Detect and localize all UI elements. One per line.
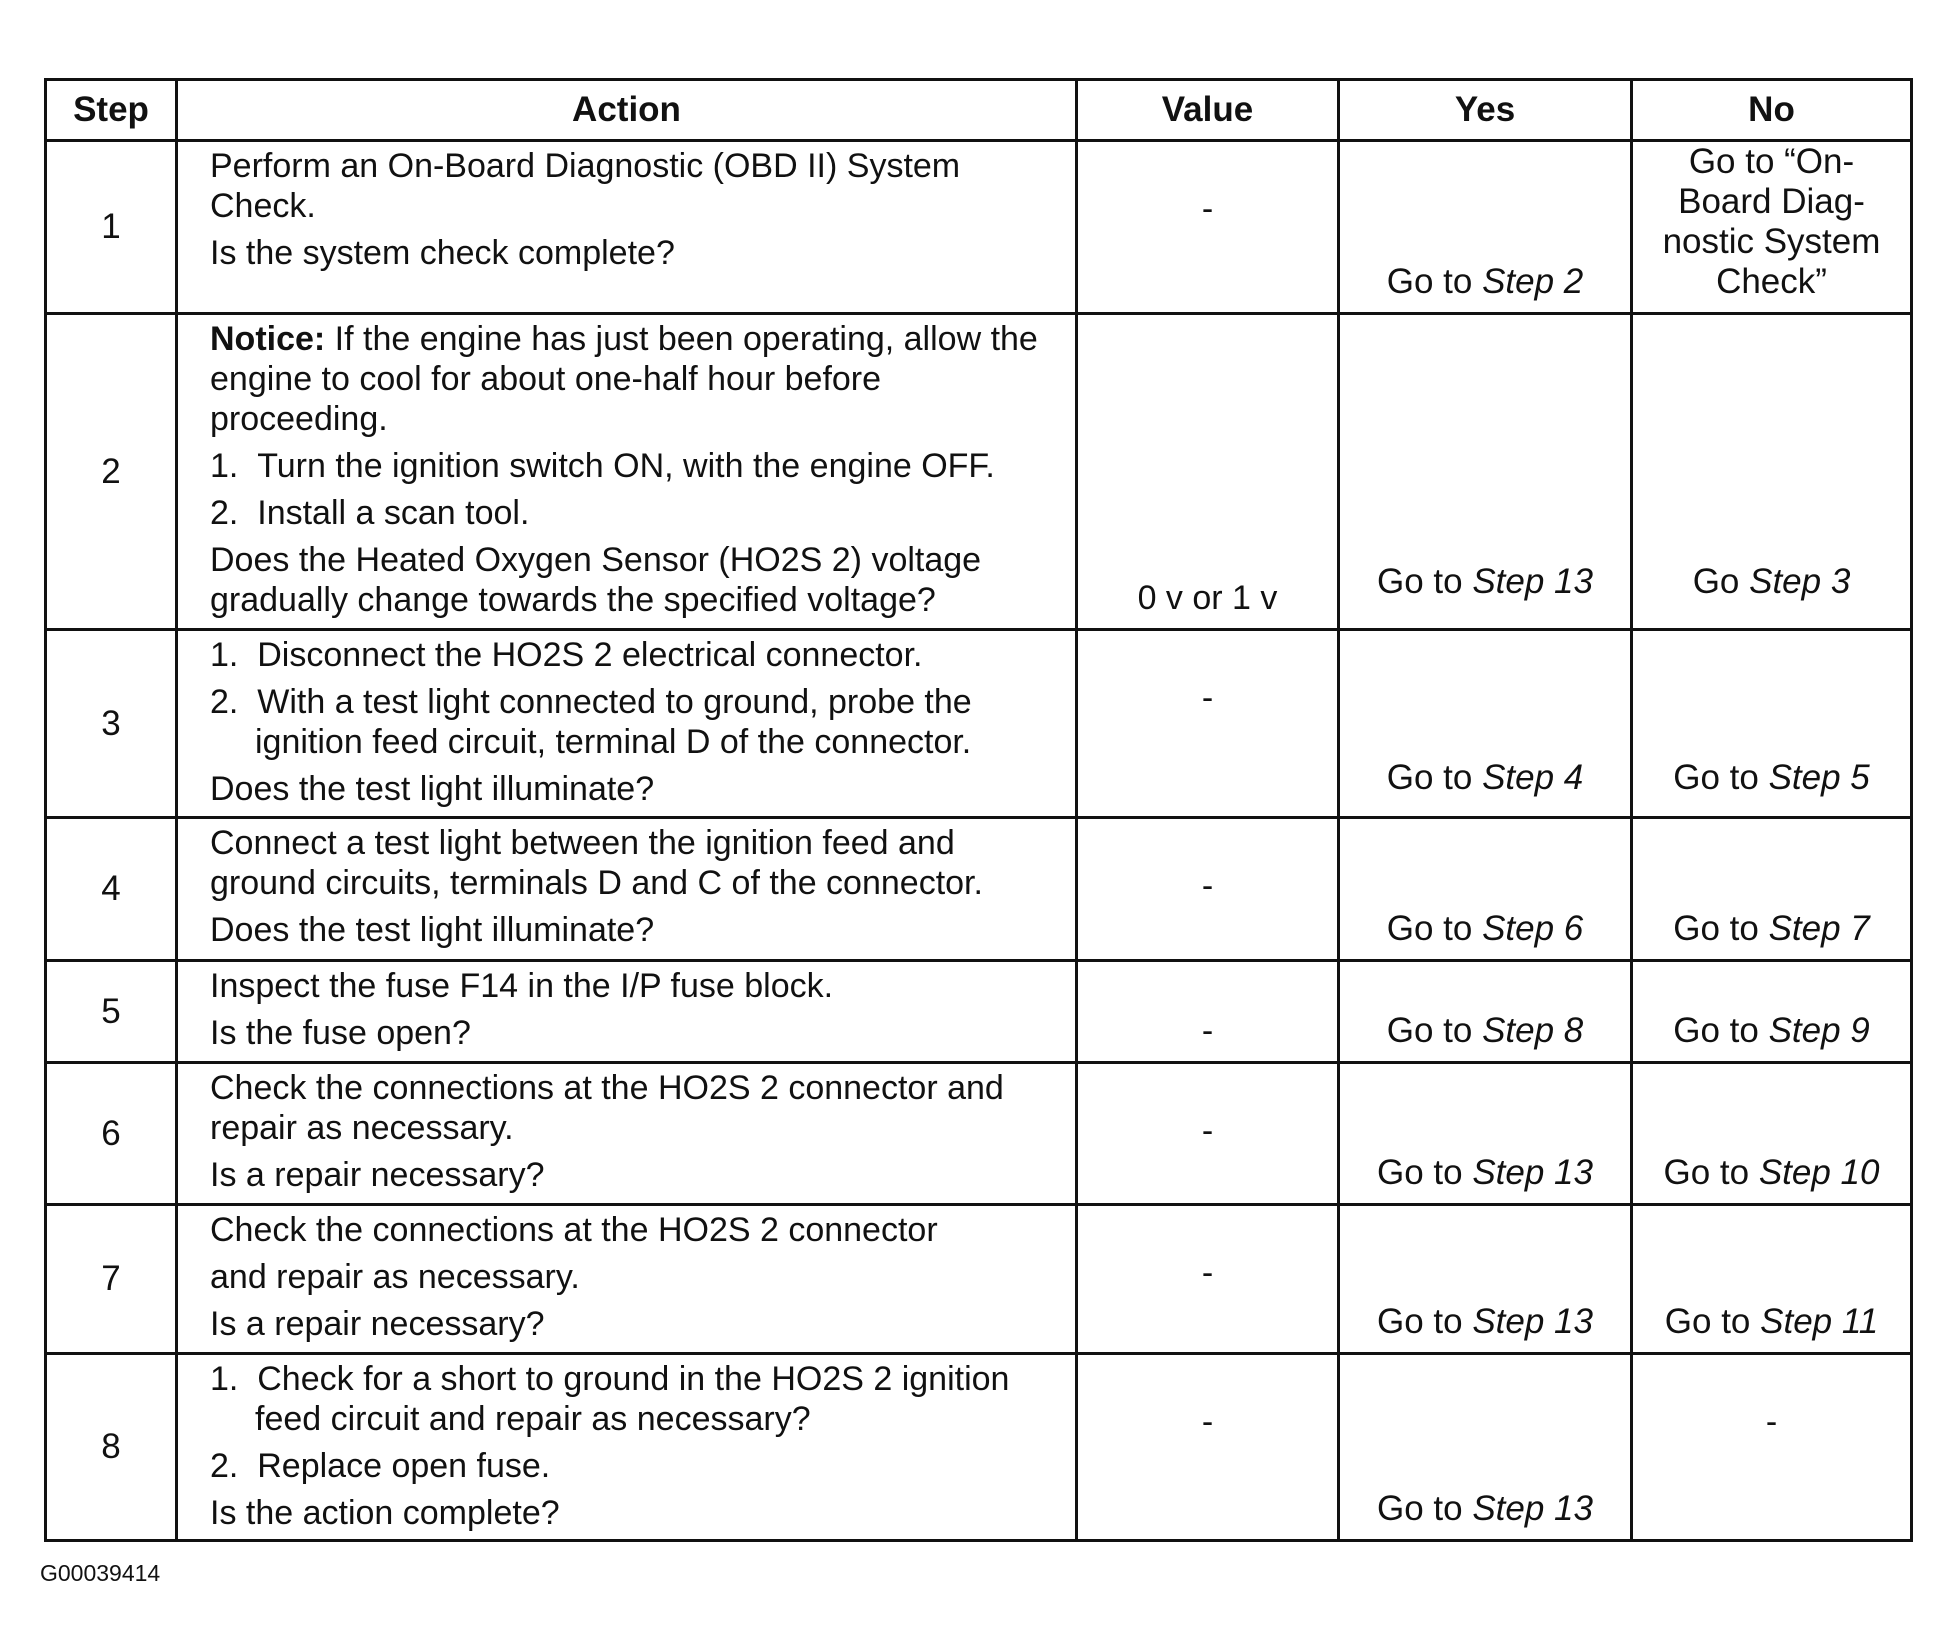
step-number: 7 [46,1205,177,1354]
action-question: Is a repair necessary? [210,1156,545,1194]
yes-step-link: Step 8 [1482,1011,1584,1050]
table-row [46,961,1912,1063]
yes-step-link: Step 13 [1472,1302,1593,1341]
value-text: 0 v or 1 v [1137,579,1278,617]
action-item: 2. With a test light connected to ground, probe the ignition feed circuit, terminal D of the connector. [210,683,972,761]
action-cell [177,1063,1077,1205]
action-cell [177,630,1077,818]
action-question: Is the action complete? [210,1494,560,1532]
yes-cell [1339,961,1632,1063]
yes-cell [1339,818,1632,961]
no-text: Go to “On-Board Diag-nostic System Check” [1662,142,1881,301]
value-text: - [1201,1254,1214,1292]
action-cell [177,1354,1077,1541]
action-question: Is the system check complete? [210,234,675,272]
value-cell [1077,314,1339,630]
yes-cell [1339,141,1632,314]
no-cell [1632,1063,1912,1205]
table-row [46,141,1912,314]
no-step-link: Step 10 [1758,1153,1880,1192]
notice-text [210,319,1061,439]
value-cell [1077,1205,1339,1354]
no-cell [1632,141,1912,314]
no-prefix: Go [1692,562,1750,601]
table-row [46,1205,1912,1354]
yes-cell [1339,314,1632,630]
yes-prefix: Go to [1377,1489,1473,1528]
table-row [46,314,1912,630]
yes-cell [1339,1354,1632,1541]
value-text: - [1201,190,1214,228]
no-prefix: Go to [1673,758,1769,797]
action-cell [177,314,1077,630]
table-row [46,630,1912,818]
figure-id: G00039414 [40,1560,161,1586]
step-number: 3 [46,630,177,818]
action-question: Is a repair necessary? [210,1305,545,1343]
header-step: Step [46,80,177,141]
table-row [46,1354,1912,1541]
value-cell [1077,818,1339,961]
no-text: - [1765,1403,1778,1441]
value-text: - [1201,867,1214,905]
action-item: 2. Replace open fuse. [210,1447,551,1485]
yes-prefix: Go to [1386,1011,1483,1050]
header-value: Value [1077,80,1339,141]
table-row [46,818,1912,961]
value-cell [1077,1354,1339,1541]
yes-step-link: Step 4 [1482,758,1584,797]
no-cell [1632,1205,1912,1354]
table-row [46,1063,1912,1205]
no-prefix: Go to [1663,1153,1759,1192]
action-cell [177,1205,1077,1354]
action-question: Does the test light illuminate? [210,911,655,949]
no-step-link: Step 3 [1749,562,1851,601]
no-cell [1632,630,1912,818]
no-step-link: Step 5 [1768,758,1870,797]
value-cell [1077,961,1339,1063]
no-prefix: Go to [1673,1011,1769,1050]
action-text: Perform an On-Board Diagnostic (OBD II) System Check. [210,147,961,225]
yes-prefix: Go to [1377,1302,1473,1341]
no-step-link: Step 7 [1768,909,1870,948]
yes-cell [1339,1205,1632,1354]
no-step-link: Step 11 [1760,1302,1879,1341]
no-cell [1632,961,1912,1063]
action-text: and repair as necessary. [210,1258,580,1296]
action-item: 1. Disconnect the HO2S 2 electrical connector. [210,636,923,674]
yes-step-link: Step 13 [1472,562,1593,601]
value-text: - [1201,679,1214,717]
yes-prefix: Go to [1386,758,1483,797]
action-item: 2. Install a scan tool. [210,494,530,532]
yes-step-link: Step 6 [1482,909,1584,948]
value-cell [1077,141,1339,314]
header-yes: Yes [1339,80,1632,141]
action-text: Inspect the fuse F14 in the I/P fuse block. [210,967,834,1005]
yes-step-link: Step 13 [1472,1153,1593,1192]
yes-prefix: Go to [1386,262,1483,301]
header-action: Action [177,80,1077,141]
yes-prefix: Go to [1377,1153,1473,1192]
action-text: Connect a test light between the ignition feed and ground circuits, terminals D and C of the connector. [210,824,983,902]
action-text: Check the connections at the HO2S 2 connector and repair as necessary. [210,1069,1004,1147]
no-prefix: Go to [1664,1302,1761,1341]
yes-step-link: Step 2 [1482,262,1584,301]
step-number: 6 [46,1063,177,1205]
action-cell [177,961,1077,1063]
yes-prefix: Go to [1386,909,1483,948]
action-question: Is the fuse open? [210,1014,471,1052]
yes-step-link: Step 13 [1472,1489,1593,1528]
action-cell [177,818,1077,961]
action-question: Does the Heated Oxygen Sensor (HO2S 2) voltage gradually change towards the specified voltage? [210,541,982,619]
no-step-link: Step 9 [1768,1011,1870,1050]
header-no: No [1632,80,1912,141]
step-number: 4 [46,818,177,961]
diagnostic-table [44,78,1913,1542]
step-number: 8 [46,1354,177,1541]
action-text: Check the connections at the HO2S 2 connector [210,1211,938,1249]
value-cell [1077,630,1339,818]
notice-body: If the engine has just been operating, allow the engine to cool for about one-half hour before proceeding. [210,320,1038,438]
notice-label: Notice: [210,320,326,358]
yes-prefix: Go to [1377,562,1473,601]
no-prefix: Go to [1673,909,1769,948]
action-item: 1. Check for a short to ground in the HO2S 2 ignition feed circuit and repair as necessary? [210,1360,1010,1438]
value-text: - [1201,1012,1214,1050]
step-number: 1 [46,141,177,314]
yes-cell [1339,1063,1632,1205]
value-cell [1077,1063,1339,1205]
step-number: 5 [46,961,177,1063]
step-number: 2 [46,314,177,630]
no-cell [1632,818,1912,961]
no-cell [1632,314,1912,630]
action-question: Does the test light illuminate? [210,770,655,808]
yes-cell [1339,630,1632,818]
action-cell [177,141,1077,314]
no-cell [1632,1354,1912,1541]
action-item: 1. Turn the ignition switch ON, with the engine OFF. [210,447,995,485]
value-text: - [1201,1112,1214,1150]
header-row [46,80,1912,141]
value-text: - [1201,1403,1214,1441]
